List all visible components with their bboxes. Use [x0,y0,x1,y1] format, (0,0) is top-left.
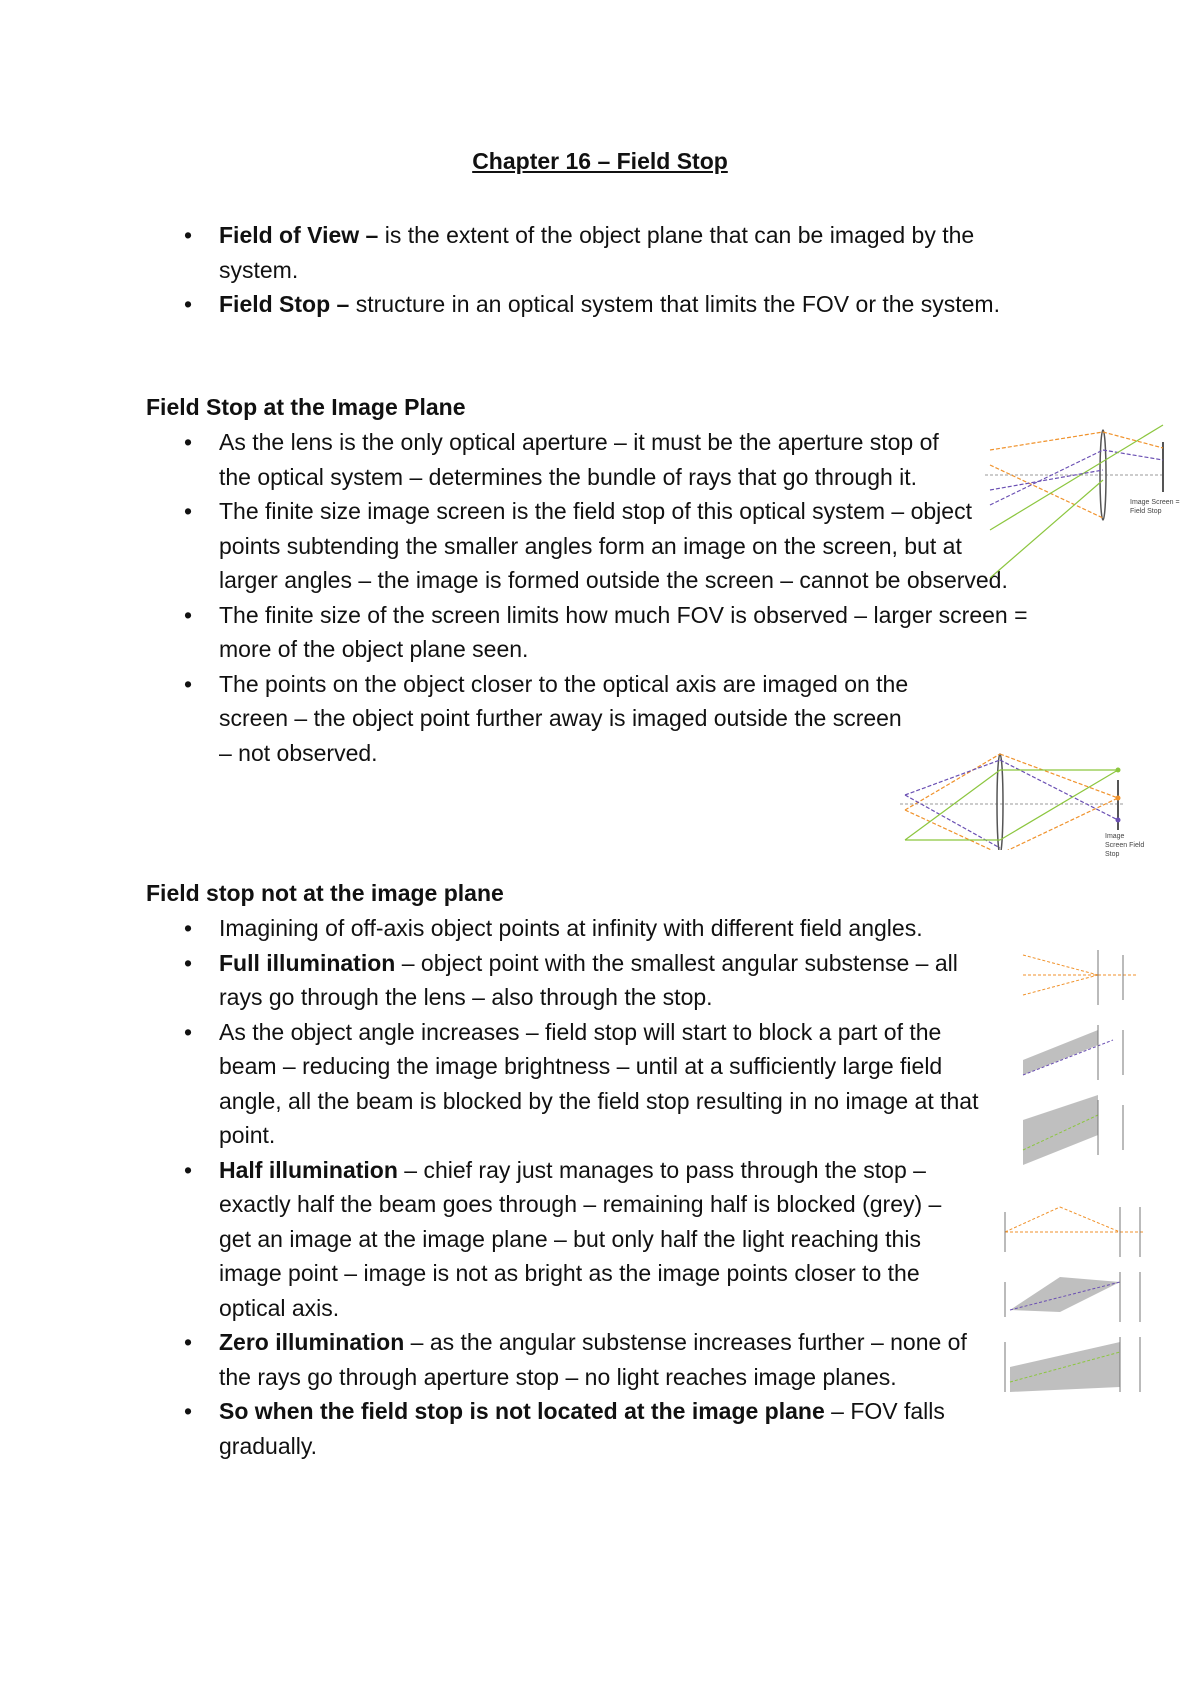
ray-orange [1023,955,1098,975]
term: Field Stop – [219,291,350,317]
item-text: – object point with the smallest angular substense – all rays go through the lens – also through the stop. [219,949,958,1010]
illumination-diagrams [1000,1192,1160,1417]
section1-list [0,425,1040,770]
list-item [0,425,964,494]
definition: structure in an optical system that limits the FOV or the system. [349,291,1000,317]
blocked-beam [1023,1095,1098,1165]
ray-green [990,480,1103,578]
ray-orange [1060,1207,1120,1232]
ray-orange [1005,1207,1060,1232]
ray-purple [1103,450,1163,460]
term: Field of View – [219,222,379,248]
term: Full illumination [219,949,396,976]
item-text: The finite size image screen is the field stop of this optical system – object points subtending the smaller angles form an image on the screen, but at larger angles – the image is formed outside the screen – cannot be observed. [219,498,1008,593]
item-text: The finite size of the screen limits how much FOV is observed – larger screen = more of the object plane seen. [219,601,1028,662]
ray-orange [1023,975,1098,995]
page-title: Chapter 16 – Field Stop [472,148,728,174]
item-text: – chief ray just manages to pass through the stop – exactly half the beam goes through – remaining half is blocked (grey) – get an image at the image plane – but only half the light reaching this image point – image is not as bright as the image points closer to the optical axis. [219,1156,942,1321]
item-text: Imagining of off-axis object points at infinity with different field angles. [219,915,923,941]
list-item [0,218,1040,287]
list-item [0,1015,989,1153]
ray-orange [1000,798,1118,850]
ray-green [905,770,1000,840]
blocked-beam [1023,1030,1098,1075]
ray-orange [905,754,1000,810]
blocked-beam [1010,1277,1120,1312]
figure-field-stop [900,740,1145,858]
list-item [0,598,1044,667]
term: Zero illumination [219,1329,405,1355]
item-text: – FOV falls gradually. [219,1398,945,1459]
list-item [0,287,1040,322]
term: So when the field stop is not located at the image plane [219,1398,825,1424]
definition: is the extent of the object plane that can be imaged by the system. [219,222,975,283]
figure-caption: Image Screen = Field Stop [1130,499,1180,515]
lens [997,754,1003,850]
ray-orange [1000,754,1118,798]
ray-green [1000,770,1118,840]
illumination-diagrams [1018,935,1153,1170]
ray-purple [1000,760,1118,820]
list-item [0,1325,979,1394]
list-item [0,667,919,771]
list-item [0,1153,979,1326]
ray-orange [990,432,1103,450]
figure-image-screen [985,420,1180,585]
list-item [0,946,999,1015]
term: Half illumination [219,1156,398,1183]
item-text: The points on the object closer to the optical axis are imaged on the screen – the object point further away is imaged outside the screen – not observed. [219,670,909,766]
image-point [1116,818,1121,823]
item-text: As the lens is the only optical aperture – it must be the aperture stop of the optical system – determines the bundle of rays that go through it. [219,429,939,490]
section-heading: Field stop not at the image plane [146,880,504,906]
list-item [0,1394,1009,1463]
figure-illumination-stack-2 [1000,1192,1160,1417]
item-text: As the object angle increases – field stop will start to block a part of the beam – reducing the image brightness – until at a sufficiently large field angle, all the beam is blocked by the field stop resulting in no image at that point. [219,1018,979,1148]
section2-list [0,911,1000,1463]
ray-purple [990,450,1103,505]
ray-orange [1103,432,1163,448]
figure-illumination-stack-1 [1018,935,1153,1170]
list-item [0,911,979,946]
intro-list [0,218,1040,322]
section-heading: Field Stop at the Image Plane [146,394,466,420]
item-text: – as the angular substense increases further – none of the rays go through aperture stop – no light reaches image planes. [219,1329,967,1390]
ray-diagram-field-stop [900,740,1130,850]
figure-caption: Image Screen Field Stop [1105,833,1145,858]
image-point [1116,796,1121,801]
image-point [1116,768,1121,773]
list-item [0,494,1019,598]
ray-purple [905,760,1000,795]
